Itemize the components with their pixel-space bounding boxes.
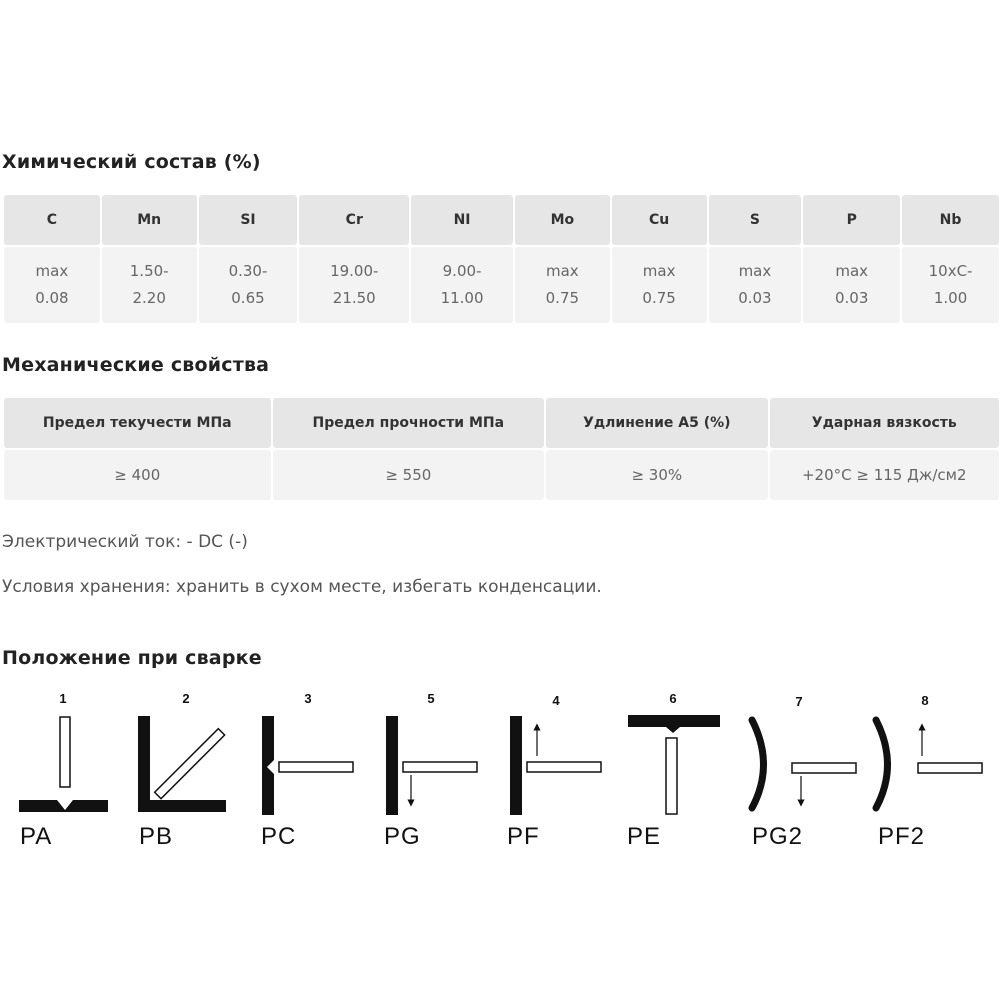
value-cell-mn: 1.50- 2.20 xyxy=(102,247,197,323)
electric-current-text: Электрический ток: - DC (-) xyxy=(2,532,248,552)
mechanical-header-row xyxy=(4,398,999,448)
elongation-value: ≥ 30% xyxy=(546,450,767,500)
yield-strength-value: ≥ 400 xyxy=(4,450,271,500)
pf2-horizontal-plate xyxy=(918,763,982,773)
value-cell-si: 0.30- 0.65 xyxy=(199,247,298,323)
position-pg xyxy=(384,691,477,850)
welding-positions-title: Положение при сварке xyxy=(2,647,262,669)
position-pf2-code: PF2 xyxy=(878,823,926,850)
element-header-cr: Cr xyxy=(299,195,409,245)
value-cell-cr: 19.00- 21.50 xyxy=(299,247,409,323)
element-header-mn: Mn xyxy=(102,195,197,245)
element-header-si: SI xyxy=(199,195,298,245)
chemical-values-row xyxy=(4,247,999,323)
element-header-cu: Cu xyxy=(612,195,707,245)
position-pa-code: PA xyxy=(20,823,53,850)
value-cell-c: max 0.08 xyxy=(4,247,100,323)
pg2-curved-pipe xyxy=(752,720,764,808)
element-header-mo: Mo xyxy=(515,195,610,245)
position-pa xyxy=(19,691,108,850)
position-pf xyxy=(507,693,601,850)
position-pf-code: PF xyxy=(507,823,540,850)
welding-positions-diagram xyxy=(0,680,1000,860)
pf-horizontal-plate xyxy=(527,762,601,772)
mechanical-values-row xyxy=(4,450,999,500)
position-pg2-number: 7 xyxy=(795,694,803,709)
chemical-title: Химический состав (%) xyxy=(2,151,261,173)
position-pc-number: 3 xyxy=(304,691,312,706)
mechanical-title: Механические свойства xyxy=(2,354,270,376)
pg-vertical-plate xyxy=(386,716,398,815)
pf-vertical-plate xyxy=(510,716,522,815)
value-cell-ni: 9.00- 11.00 xyxy=(411,247,513,323)
elongation-header: Удлинение А5 (%) xyxy=(546,398,767,448)
chemical-composition-table xyxy=(2,193,1000,325)
position-pc-code: PC xyxy=(261,823,297,850)
position-pb xyxy=(138,691,226,850)
position-pe xyxy=(627,691,720,850)
pe-vertical-plate xyxy=(666,738,677,814)
element-header-nb: Nb xyxy=(902,195,999,245)
value-cell-nb: 10xC- 1.00 xyxy=(902,247,999,323)
element-header-ni: NI xyxy=(411,195,513,245)
position-pf2-number: 8 xyxy=(921,693,929,708)
impact-toughness-header: Ударная вязкость xyxy=(770,398,999,448)
value-cell-s: max 0.03 xyxy=(709,247,802,323)
pc-horizontal-plate xyxy=(279,762,353,772)
position-pc xyxy=(261,691,353,850)
mechanical-properties-table xyxy=(2,396,1000,502)
position-pg2 xyxy=(752,694,856,850)
pe-top-plate xyxy=(628,715,720,733)
element-header-c: C xyxy=(4,195,100,245)
position-pe-number: 6 xyxy=(669,691,677,706)
impact-toughness-value: +20°С ≥ 115 Дж/см2 xyxy=(770,450,999,500)
value-cell-p: max 0.03 xyxy=(803,247,900,323)
pb-vertical-plate xyxy=(138,716,150,812)
pc-vertical-plate xyxy=(262,716,274,815)
position-pg-code: PG xyxy=(384,823,421,850)
chemical-header-row xyxy=(4,195,999,245)
tensile-strength-header: Предел прочности МПа xyxy=(273,398,545,448)
position-pb-code: PB xyxy=(139,823,174,850)
position-pb-number: 2 xyxy=(182,691,190,706)
tensile-strength-value: ≥ 550 xyxy=(273,450,545,500)
pg2-horizontal-plate xyxy=(792,763,856,773)
pb-horizontal-plate xyxy=(138,800,226,812)
element-header-p: P xyxy=(803,195,900,245)
pg-horizontal-plate xyxy=(403,762,477,772)
position-pa-number: 1 xyxy=(59,691,67,706)
value-cell-mo: max 0.75 xyxy=(515,247,610,323)
position-pf-number: 4 xyxy=(552,693,560,708)
value-cell-cu: max 0.75 xyxy=(612,247,707,323)
pf2-curved-pipe xyxy=(876,720,888,808)
pa-plate xyxy=(60,717,70,787)
pa-base-plate xyxy=(19,800,108,812)
pb-electrode xyxy=(155,729,225,799)
position-pf2 xyxy=(876,693,982,850)
position-pg2-code: PG2 xyxy=(752,823,804,850)
element-header-s: S xyxy=(709,195,802,245)
position-pe-code: PE xyxy=(627,823,662,850)
position-pg-number: 5 xyxy=(427,691,435,706)
yield-strength-header: Предел текучести МПа xyxy=(4,398,271,448)
storage-conditions-text: Условия хранения: хранить в сухом месте, избегать конденсации. xyxy=(2,577,602,597)
